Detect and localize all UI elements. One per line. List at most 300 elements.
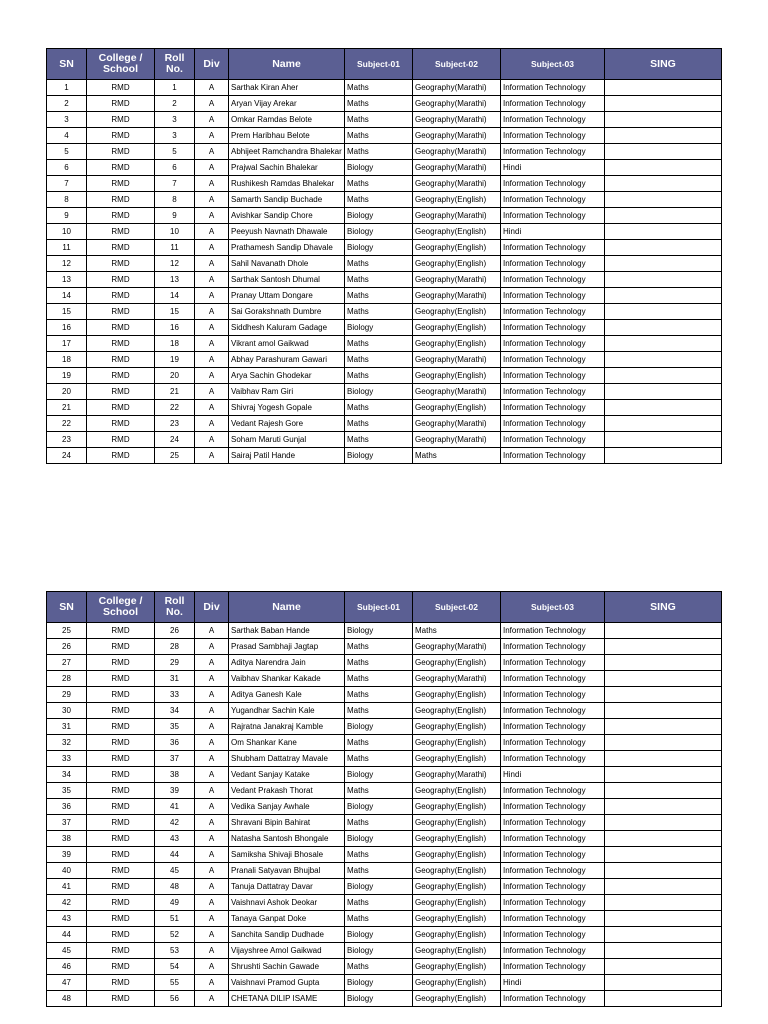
cell-sn: 10 <box>47 224 87 240</box>
cell-subject3: Information Technology <box>501 272 605 288</box>
cell-name: Prathamesh Sandip Dhavale <box>229 240 345 256</box>
cell-subject2: Geography(English) <box>413 719 501 735</box>
cell-subject2: Geography(English) <box>413 959 501 975</box>
header-sn: SN <box>47 49 87 80</box>
cell-college: RMD <box>87 336 155 352</box>
cell-subject2: Geography(English) <box>413 703 501 719</box>
table-row <box>47 288 722 304</box>
table-row <box>47 639 722 655</box>
cell-sign <box>605 256 722 272</box>
cell-div: A <box>195 128 229 144</box>
cell-div: A <box>195 432 229 448</box>
cell-sn: 17 <box>47 336 87 352</box>
header-row <box>47 49 722 80</box>
cell-roll: 24 <box>155 432 195 448</box>
cell-subject1: Maths <box>345 336 413 352</box>
cell-sn: 22 <box>47 416 87 432</box>
cell-sn: 35 <box>47 783 87 799</box>
cell-sign <box>605 687 722 703</box>
cell-college: RMD <box>87 895 155 911</box>
cell-college: RMD <box>87 256 155 272</box>
table-row <box>47 112 722 128</box>
cell-div: A <box>195 959 229 975</box>
cell-name: Vedant Sanjay Katake <box>229 767 345 783</box>
cell-sign <box>605 671 722 687</box>
header-roll <box>155 592 195 623</box>
cell-sn: 40 <box>47 863 87 879</box>
cell-roll: 54 <box>155 959 195 975</box>
cell-name: Prasad Sambhaji Jagtap <box>229 639 345 655</box>
cell-subject3: Information Technology <box>501 416 605 432</box>
cell-sign <box>605 112 722 128</box>
cell-subject1: Biology <box>345 240 413 256</box>
cell-subject2: Geography(English) <box>413 320 501 336</box>
cell-subject3: Information Technology <box>501 719 605 735</box>
cell-roll: 31 <box>155 671 195 687</box>
table-row <box>47 208 722 224</box>
cell-subject1: Biology <box>345 719 413 735</box>
cell-roll: 49 <box>155 895 195 911</box>
cell-subject1: Biology <box>345 623 413 639</box>
cell-subject3: Information Technology <box>501 112 605 128</box>
table-row <box>47 240 722 256</box>
cell-college: RMD <box>87 687 155 703</box>
cell-subject3: Information Technology <box>501 304 605 320</box>
cell-name: Siddhesh Kaluram Gadage <box>229 320 345 336</box>
cell-sn: 16 <box>47 320 87 336</box>
cell-sign <box>605 400 722 416</box>
cell-subject2: Geography(Marathi) <box>413 272 501 288</box>
cell-subject3: Information Technology <box>501 128 605 144</box>
cell-subject1: Biology <box>345 975 413 991</box>
cell-div: A <box>195 368 229 384</box>
cell-sign <box>605 975 722 991</box>
cell-subject1: Maths <box>345 687 413 703</box>
cell-sign <box>605 336 722 352</box>
cell-roll: 25 <box>155 448 195 464</box>
cell-sign <box>605 128 722 144</box>
cell-subject1: Maths <box>345 272 413 288</box>
cell-subject1: Biology <box>345 320 413 336</box>
cell-div: A <box>195 384 229 400</box>
cell-subject3: Information Technology <box>501 655 605 671</box>
cell-sn: 6 <box>47 160 87 176</box>
cell-div: A <box>195 208 229 224</box>
cell-name: Vijayshree Amol Gaikwad <box>229 943 345 959</box>
cell-sn: 43 <box>47 911 87 927</box>
cell-sn: 47 <box>47 975 87 991</box>
table-body <box>47 623 722 1007</box>
cell-name: Tanuja Dattatray Davar <box>229 879 345 895</box>
table-row <box>47 192 722 208</box>
cell-college: RMD <box>87 128 155 144</box>
table-row <box>47 320 722 336</box>
cell-roll: 3 <box>155 112 195 128</box>
cell-sign <box>605 943 722 959</box>
cell-subject2: Geography(English) <box>413 863 501 879</box>
cell-subject1: Biology <box>345 991 413 1007</box>
cell-subject3: Information Technology <box>501 671 605 687</box>
cell-college: RMD <box>87 623 155 639</box>
cell-sn: 37 <box>47 815 87 831</box>
cell-subject1: Maths <box>345 416 413 432</box>
cell-div: A <box>195 448 229 464</box>
table-row <box>47 400 722 416</box>
cell-subject1: Maths <box>345 256 413 272</box>
cell-college: RMD <box>87 448 155 464</box>
cell-subject3: Information Technology <box>501 256 605 272</box>
cell-college: RMD <box>87 767 155 783</box>
cell-subject1: Biology <box>345 160 413 176</box>
cell-name: Shubham Dattatray Mavale <box>229 751 345 767</box>
table-row <box>47 352 722 368</box>
cell-subject3: Information Technology <box>501 192 605 208</box>
cell-college: RMD <box>87 304 155 320</box>
cell-college: RMD <box>87 160 155 176</box>
table-row <box>47 751 722 767</box>
cell-subject3: Information Technology <box>501 96 605 112</box>
cell-subject2: Geography(English) <box>413 256 501 272</box>
table-row <box>47 895 722 911</box>
table-row <box>47 671 722 687</box>
cell-subject2: Geography(English) <box>413 368 501 384</box>
cell-name: Natasha Santosh Bhongale <box>229 831 345 847</box>
cell-subject2: Geography(English) <box>413 240 501 256</box>
cell-college: RMD <box>87 751 155 767</box>
cell-sn: 32 <box>47 735 87 751</box>
cell-roll: 20 <box>155 368 195 384</box>
table-row <box>47 959 722 975</box>
cell-subject1: Maths <box>345 911 413 927</box>
cell-name: Omkar Ramdas Belote <box>229 112 345 128</box>
cell-sn: 19 <box>47 368 87 384</box>
table-row <box>47 432 722 448</box>
cell-sn: 20 <box>47 384 87 400</box>
cell-college: RMD <box>87 352 155 368</box>
cell-name: Vikrant amol Gaikwad <box>229 336 345 352</box>
cell-college: RMD <box>87 368 155 384</box>
cell-sign <box>605 224 722 240</box>
cell-subject3: Information Technology <box>501 815 605 831</box>
cell-div: A <box>195 639 229 655</box>
cell-name: Pranay Uttam Dongare <box>229 288 345 304</box>
cell-subject3: Information Technology <box>501 176 605 192</box>
cell-college: RMD <box>87 911 155 927</box>
cell-subject3: Information Technology <box>501 80 605 96</box>
cell-subject3: Information Technology <box>501 384 605 400</box>
header-name: Name <box>229 592 345 623</box>
cell-subject1: Maths <box>345 815 413 831</box>
cell-subject3: Information Technology <box>501 943 605 959</box>
cell-div: A <box>195 352 229 368</box>
cell-div: A <box>195 895 229 911</box>
cell-subject2: Geography(Marathi) <box>413 416 501 432</box>
cell-name: Vaishnavi Pramod Gupta <box>229 975 345 991</box>
cell-roll: 35 <box>155 719 195 735</box>
cell-div: A <box>195 80 229 96</box>
cell-div: A <box>195 400 229 416</box>
cell-college: RMD <box>87 783 155 799</box>
cell-subject2: Maths <box>413 448 501 464</box>
cell-subject2: Geography(English) <box>413 975 501 991</box>
cell-roll: 45 <box>155 863 195 879</box>
table-row <box>47 655 722 671</box>
cell-subject3: Hindi <box>501 767 605 783</box>
cell-subject3: Information Technology <box>501 639 605 655</box>
cell-subject2: Geography(Marathi) <box>413 160 501 176</box>
cell-roll: 8 <box>155 192 195 208</box>
cell-subject1: Biology <box>345 831 413 847</box>
cell-subject2: Geography(Marathi) <box>413 288 501 304</box>
cell-sign <box>605 703 722 719</box>
cell-name: Sai Gorakshnath Dumbre <box>229 304 345 320</box>
header-row <box>47 592 722 623</box>
cell-subject1: Biology <box>345 799 413 815</box>
cell-sn: 46 <box>47 959 87 975</box>
cell-sn: 2 <box>47 96 87 112</box>
cell-div: A <box>195 304 229 320</box>
cell-roll: 5 <box>155 144 195 160</box>
cell-sn: 7 <box>47 176 87 192</box>
table-row <box>47 144 722 160</box>
cell-roll: 41 <box>155 799 195 815</box>
cell-subject3: Information Technology <box>501 400 605 416</box>
cell-name: Vaishnavi Ashok Deokar <box>229 895 345 911</box>
cell-sn: 21 <box>47 400 87 416</box>
cell-sign <box>605 208 722 224</box>
cell-roll: 16 <box>155 320 195 336</box>
cell-subject2: Geography(English) <box>413 655 501 671</box>
cell-subject1: Maths <box>345 703 413 719</box>
cell-name: CHETANA DILIP ISAME <box>229 991 345 1007</box>
cell-name: Vaibhav Shankar Kakade <box>229 671 345 687</box>
cell-roll: 42 <box>155 815 195 831</box>
cell-college: RMD <box>87 815 155 831</box>
cell-roll: 3 <box>155 128 195 144</box>
cell-roll: 55 <box>155 975 195 991</box>
cell-roll: 13 <box>155 272 195 288</box>
cell-roll: 53 <box>155 943 195 959</box>
cell-name: Abhijeet Ramchandra Bhalekar <box>229 144 345 160</box>
table-body <box>47 80 722 464</box>
cell-name: Tanaya Ganpat Doke <box>229 911 345 927</box>
cell-name: Shivraj Yogesh Gopale <box>229 400 345 416</box>
header-sn: SN <box>47 592 87 623</box>
cell-college: RMD <box>87 176 155 192</box>
cell-name: Abhay Parashuram Gawari <box>229 352 345 368</box>
cell-div: A <box>195 623 229 639</box>
table-row <box>47 80 722 96</box>
cell-sign <box>605 144 722 160</box>
cell-roll: 37 <box>155 751 195 767</box>
cell-college: RMD <box>87 112 155 128</box>
cell-college: RMD <box>87 432 155 448</box>
cell-subject3: Information Technology <box>501 735 605 751</box>
cell-name: Aryan Vijay Arekar <box>229 96 345 112</box>
cell-roll: 34 <box>155 703 195 719</box>
cell-subject3: Information Technology <box>501 991 605 1007</box>
cell-roll: 26 <box>155 623 195 639</box>
cell-sign <box>605 368 722 384</box>
cell-div: A <box>195 783 229 799</box>
header-subject1: Subject-01 <box>345 49 413 80</box>
cell-sn: 41 <box>47 879 87 895</box>
cell-sign <box>605 240 722 256</box>
table-row <box>47 224 722 240</box>
cell-subject2: Geography(English) <box>413 751 501 767</box>
header-subject3: Subject-03 <box>501 49 605 80</box>
cell-subject3: Information Technology <box>501 863 605 879</box>
cell-div: A <box>195 735 229 751</box>
cell-subject2: Geography(English) <box>413 224 501 240</box>
table-row <box>47 847 722 863</box>
cell-subject1: Maths <box>345 863 413 879</box>
cell-div: A <box>195 176 229 192</box>
cell-sign <box>605 815 722 831</box>
header-subject3: Subject-03 <box>501 592 605 623</box>
cell-college: RMD <box>87 144 155 160</box>
cell-subject3: Information Technology <box>501 751 605 767</box>
cell-roll: 36 <box>155 735 195 751</box>
cell-college: RMD <box>87 224 155 240</box>
cell-subject3: Information Technology <box>501 911 605 927</box>
table-row <box>47 735 722 751</box>
cell-name: Sairaj Patil Hande <box>229 448 345 464</box>
table-row <box>47 256 722 272</box>
cell-roll: 10 <box>155 224 195 240</box>
cell-college: RMD <box>87 400 155 416</box>
cell-roll: 51 <box>155 911 195 927</box>
cell-sign <box>605 352 722 368</box>
cell-name: Vedant Prakash Thorat <box>229 783 345 799</box>
header-college <box>87 49 155 80</box>
table-row <box>47 943 722 959</box>
cell-name: Samiksha Shivaji Bhosale <box>229 847 345 863</box>
table-row <box>47 304 722 320</box>
cell-college: RMD <box>87 959 155 975</box>
cell-subject1: Biology <box>345 943 413 959</box>
cell-college: RMD <box>87 272 155 288</box>
cell-subject2: Geography(English) <box>413 192 501 208</box>
cell-college: RMD <box>87 991 155 1007</box>
cell-name: Pranali Satyavan Bhujbal <box>229 863 345 879</box>
cell-subject3: Information Technology <box>501 320 605 336</box>
header-roll-line2: No. <box>166 606 183 618</box>
cell-sign <box>605 176 722 192</box>
cell-sn: 8 <box>47 192 87 208</box>
cell-div: A <box>195 991 229 1007</box>
cell-sign <box>605 432 722 448</box>
cell-subject3: Information Technology <box>501 432 605 448</box>
header-sign: SING <box>605 592 722 623</box>
cell-sn: 12 <box>47 256 87 272</box>
cell-subject1: Maths <box>345 671 413 687</box>
table-row <box>47 416 722 432</box>
cell-roll: 21 <box>155 384 195 400</box>
cell-sign <box>605 719 722 735</box>
cell-subject3: Information Technology <box>501 959 605 975</box>
cell-name: Samarth Sandip Buchade <box>229 192 345 208</box>
cell-subject2: Geography(English) <box>413 400 501 416</box>
cell-subject3: Information Technology <box>501 927 605 943</box>
cell-roll: 23 <box>155 416 195 432</box>
cell-subject1: Maths <box>345 192 413 208</box>
cell-subject1: Maths <box>345 895 413 911</box>
cell-roll: 12 <box>155 256 195 272</box>
table-row <box>47 687 722 703</box>
cell-subject2: Maths <box>413 623 501 639</box>
cell-subject1: Biology <box>345 927 413 943</box>
cell-subject2: Geography(Marathi) <box>413 432 501 448</box>
cell-name: Sanchita Sandip Dudhade <box>229 927 345 943</box>
cell-sign <box>605 863 722 879</box>
cell-college: RMD <box>87 719 155 735</box>
cell-name: Sarthak Santosh Dhumal <box>229 272 345 288</box>
cell-subject2: Geography(English) <box>413 687 501 703</box>
cell-roll: 28 <box>155 639 195 655</box>
cell-roll: 29 <box>155 655 195 671</box>
cell-roll: 2 <box>155 96 195 112</box>
cell-sign <box>605 623 722 639</box>
table-row <box>47 991 722 1007</box>
cell-sn: 27 <box>47 655 87 671</box>
cell-subject1: Maths <box>345 288 413 304</box>
cell-sign <box>605 847 722 863</box>
cell-sn: 3 <box>47 112 87 128</box>
cell-sign <box>605 639 722 655</box>
cell-subject1: Maths <box>345 352 413 368</box>
table-row <box>47 272 722 288</box>
cell-college: RMD <box>87 240 155 256</box>
cell-sign <box>605 831 722 847</box>
cell-subject2: Geography(English) <box>413 815 501 831</box>
cell-name: Aditya Narendra Jain <box>229 655 345 671</box>
cell-name: Aditya Ganesh Kale <box>229 687 345 703</box>
table-row <box>47 384 722 400</box>
header-sign: SING <box>605 49 722 80</box>
cell-sign <box>605 416 722 432</box>
cell-college: RMD <box>87 847 155 863</box>
cell-college: RMD <box>87 655 155 671</box>
cell-college: RMD <box>87 208 155 224</box>
cell-college: RMD <box>87 96 155 112</box>
cell-subject3: Information Technology <box>501 352 605 368</box>
cell-sn: 34 <box>47 767 87 783</box>
cell-subject2: Geography(Marathi) <box>413 96 501 112</box>
table-row <box>47 863 722 879</box>
cell-div: A <box>195 687 229 703</box>
cell-subject3: Information Technology <box>501 831 605 847</box>
cell-sn: 30 <box>47 703 87 719</box>
cell-sn: 25 <box>47 623 87 639</box>
cell-sn: 11 <box>47 240 87 256</box>
cell-name: Shrushti Sachin Gawade <box>229 959 345 975</box>
header-college-line1: College / <box>98 52 143 64</box>
cell-subject2: Geography(Marathi) <box>413 112 501 128</box>
cell-div: A <box>195 160 229 176</box>
cell-sn: 42 <box>47 895 87 911</box>
table-row <box>47 879 722 895</box>
cell-roll: 44 <box>155 847 195 863</box>
cell-sn: 28 <box>47 671 87 687</box>
cell-name: Avishkar Sandip Chore <box>229 208 345 224</box>
header-college-line2: School <box>102 63 138 75</box>
cell-sn: 5 <box>47 144 87 160</box>
cell-subject2: Geography(English) <box>413 336 501 352</box>
cell-subject3: Information Technology <box>501 448 605 464</box>
cell-name: Shravani Bipin Bahirat <box>229 815 345 831</box>
cell-div: A <box>195 703 229 719</box>
